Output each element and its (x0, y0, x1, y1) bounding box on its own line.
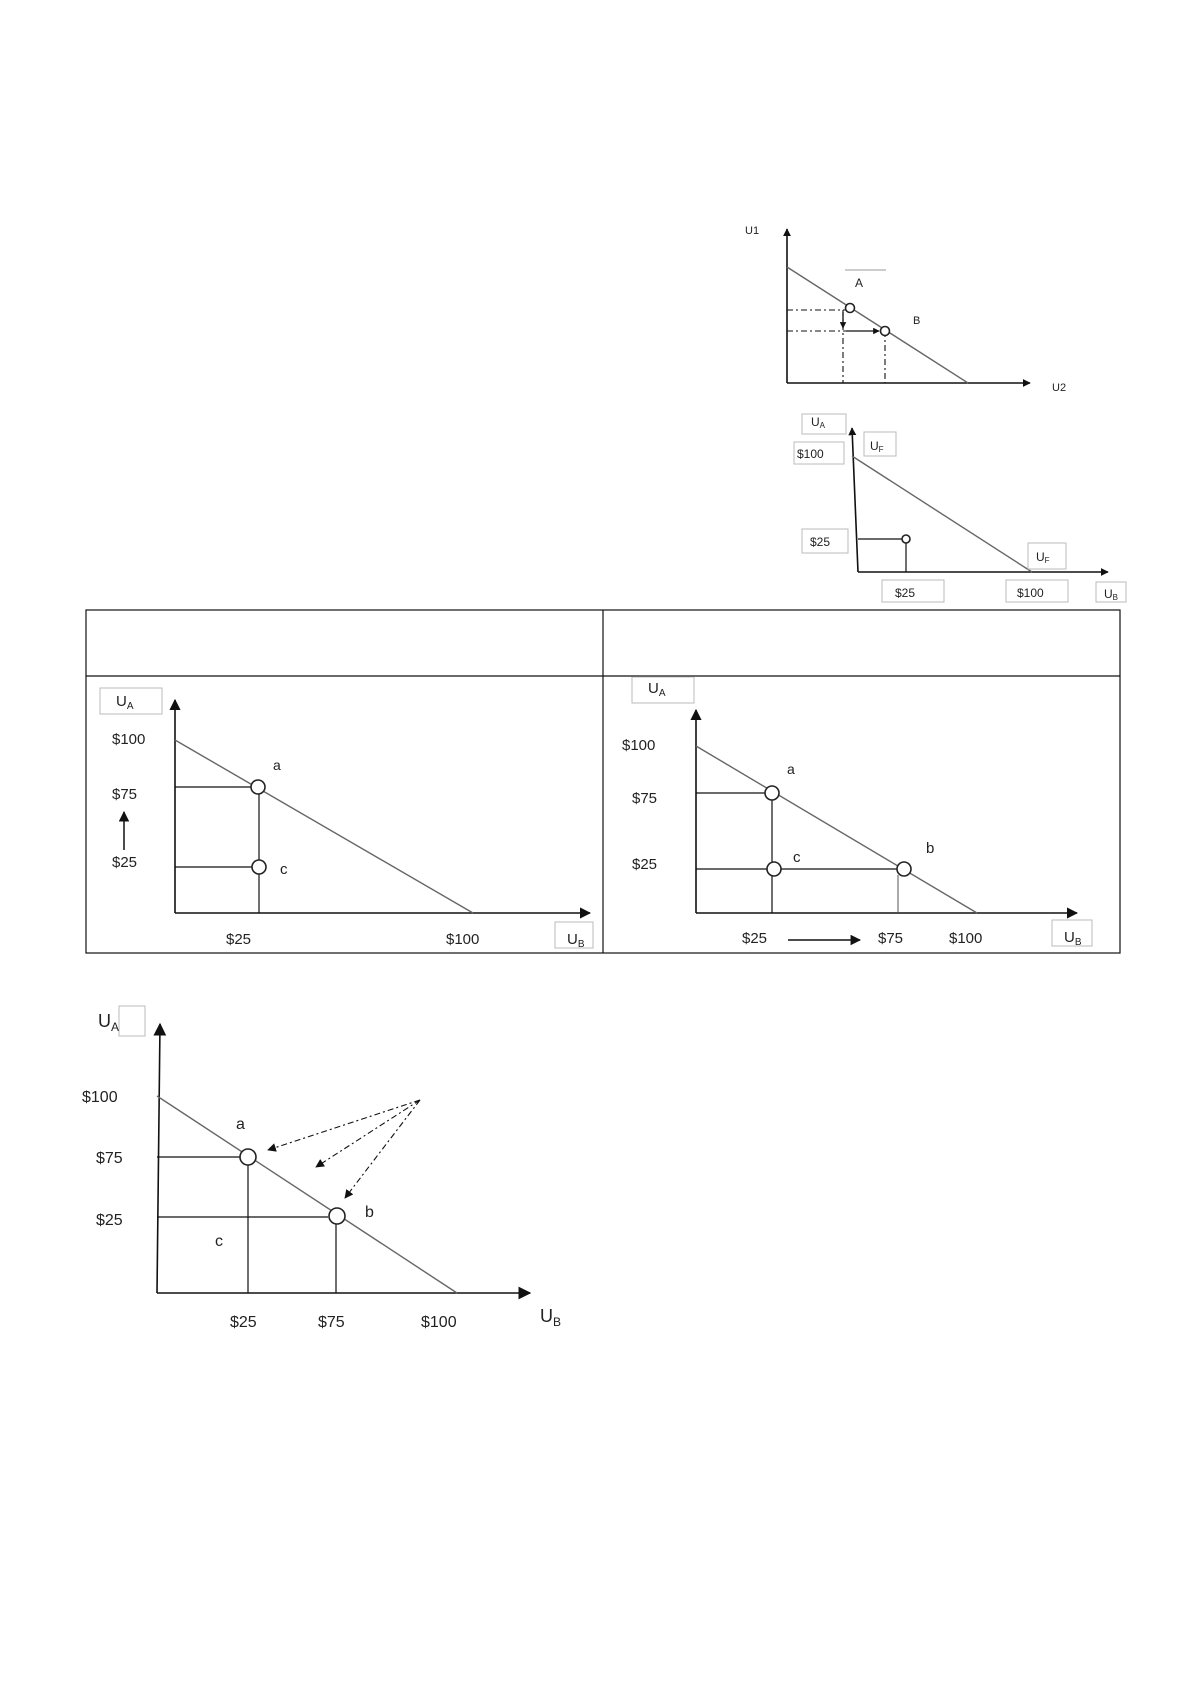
y-axis-label: U1 (745, 225, 760, 237)
x-tick-25: $25 (230, 1314, 257, 1331)
utility-frontier-line (175, 740, 473, 913)
point-c-label: c (280, 861, 288, 878)
utility-frontier-line (696, 746, 977, 913)
point-c (252, 860, 266, 874)
y-tick-75: $75 (96, 1150, 123, 1167)
x-tick-25: $25 (226, 931, 252, 948)
x-tick-100: $100 (421, 1314, 457, 1331)
y-axis-label: UA (811, 415, 826, 430)
diagram-utility-frontier-uf (794, 414, 1126, 602)
y-tick-100: $100 (82, 1089, 118, 1106)
y-tick-75: $75 (112, 786, 138, 803)
x-tick-25: $25 (895, 586, 916, 600)
x-axis-label: UB (1104, 587, 1119, 602)
point-a-label: a (236, 1116, 245, 1133)
y-axis-label: $U_A$ (98, 1011, 120, 1034)
y-axis (157, 1024, 160, 1293)
x-axis-label: $U_B$ (1064, 929, 1082, 948)
point-a (251, 780, 265, 794)
point-c-label: c (215, 1233, 223, 1250)
x-tick-100: $100 (446, 931, 480, 948)
y-axis-label: $U_A$ (648, 680, 666, 699)
diagram-utility-frontier-u1-u2 (745, 225, 1066, 394)
y-tick-100: $100 (622, 737, 656, 754)
x-tick-100: $100 (1017, 586, 1044, 600)
diagram-table-left (100, 688, 593, 950)
x-tick-75: $75 (878, 930, 904, 947)
y-tick-100: $100 (112, 731, 146, 748)
utility-frontier-line (157, 1096, 457, 1293)
point-c-label: c (793, 849, 801, 866)
y-tick-25: $25 (112, 854, 138, 871)
y-axis (852, 428, 858, 572)
y-axis-label-box (119, 1006, 145, 1036)
point-b-label: b (926, 840, 935, 857)
x-tick-25: $25 (742, 930, 768, 947)
point-a-label: a (273, 757, 281, 773)
utility-frontier-line (852, 456, 1032, 572)
y-tick-25: $25 (632, 856, 658, 873)
dashed-arrow-to-a (268, 1100, 420, 1150)
point-b (897, 862, 911, 876)
point-c (767, 862, 781, 876)
point-b-label: b (365, 1204, 374, 1221)
frontier-label-top: UF (870, 439, 884, 454)
utility-frontier-line (787, 267, 968, 383)
point-a-label: A (855, 276, 864, 290)
point (902, 535, 910, 543)
point-b (881, 327, 890, 336)
point-b (329, 1208, 345, 1224)
point-b-label: B (913, 315, 921, 327)
diagram-table-right (622, 677, 1092, 948)
y-tick-100: $100 (797, 447, 824, 461)
point-a (846, 304, 855, 313)
dashed-arrow-to-middle (316, 1100, 420, 1167)
dashed-arrow-to-b (345, 1100, 420, 1198)
frontier-label-right: UF (1036, 550, 1050, 565)
x-axis-label: $U_B$ (540, 1306, 562, 1329)
table-header-cell-left (87, 611, 602, 675)
y-tick-75: $75 (632, 790, 658, 807)
y-axis-label: $U_A$ (116, 693, 134, 712)
point-a (240, 1149, 256, 1165)
table-header-cell-right (604, 611, 1119, 675)
y-tick-25: $25 (96, 1212, 123, 1229)
point-a-label: a (787, 761, 795, 777)
x-axis-label: U2 (1052, 382, 1067, 394)
x-tick-100: $100 (949, 930, 983, 947)
point-a (765, 786, 779, 800)
diagram-bottom-large (82, 1006, 561, 1331)
x-tick-75: $75 (318, 1314, 345, 1331)
x-axis-label: $U_B$ (567, 931, 585, 950)
comparison-table (86, 610, 1120, 953)
y-tick-25: $25 (810, 535, 831, 549)
